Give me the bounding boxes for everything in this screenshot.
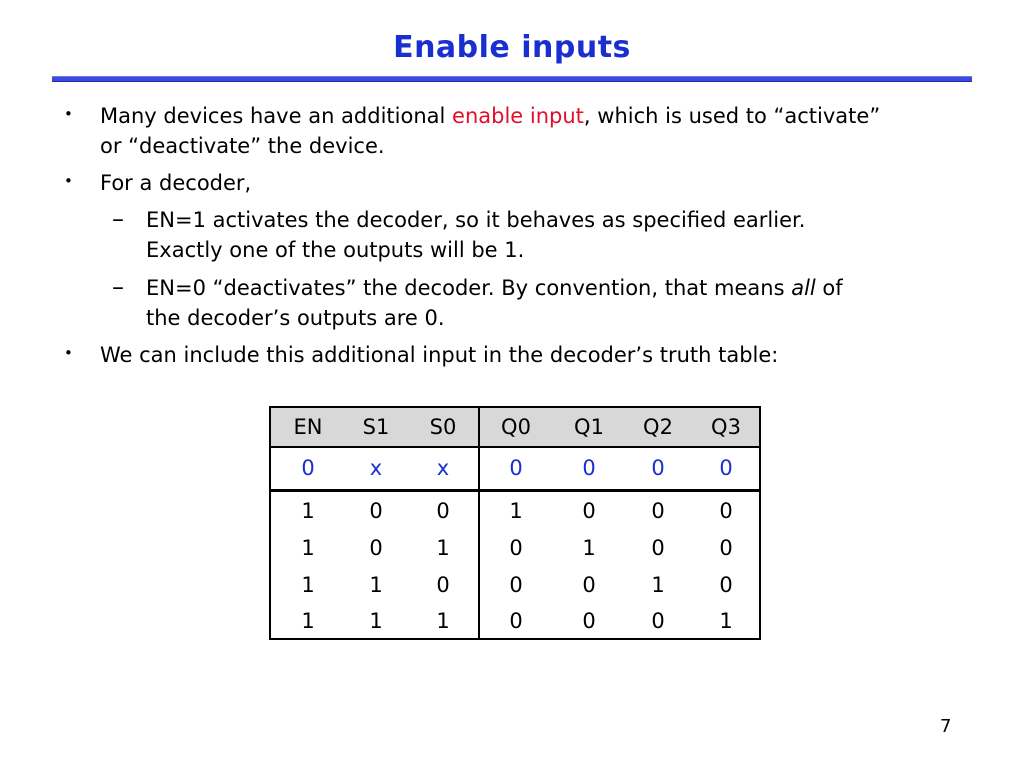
table-cell: 0 bbox=[301, 456, 315, 480]
table-cell: 0 bbox=[509, 573, 523, 597]
table-cell: 1 bbox=[509, 499, 523, 523]
table-cell: 0 bbox=[509, 536, 523, 560]
header-cell-s0: S0 bbox=[429, 415, 457, 439]
table-cell: 0 bbox=[651, 499, 665, 523]
bullet-2: For a decoder, bbox=[100, 171, 252, 195]
table-cell: 0 bbox=[369, 499, 383, 523]
table-cell: 0 bbox=[651, 536, 665, 560]
table-cell: 0 bbox=[719, 499, 733, 523]
header-cell-q3: Q3 bbox=[711, 415, 741, 439]
enable-input-highlight: enable input bbox=[452, 104, 584, 128]
header-cell-q2: Q2 bbox=[643, 415, 673, 439]
table-cell: 1 bbox=[369, 609, 383, 633]
bullet-1-line-1 bbox=[100, 103, 880, 129]
sub-bullet-dash: – bbox=[112, 273, 124, 301]
sub-bullet-2-line-2: the decoder’s outputs are 0. bbox=[146, 306, 445, 330]
table-cell: 1 bbox=[301, 499, 315, 523]
bullet-dot: • bbox=[64, 105, 73, 123]
table-cell: 1 bbox=[301, 609, 315, 633]
table-cell: 0 bbox=[369, 536, 383, 560]
table-cell: 0 bbox=[436, 499, 450, 523]
header-divider bbox=[271, 446, 759, 448]
table-cell: x bbox=[436, 456, 450, 480]
table-cell: 0 bbox=[582, 609, 596, 633]
bullet-1-line-2: or “deactivate” the device. bbox=[100, 134, 385, 158]
table-cell: 1 bbox=[651, 573, 665, 597]
table-cell: 0 bbox=[651, 609, 665, 633]
all-italic: all bbox=[791, 276, 816, 300]
header-cell-en: EN bbox=[293, 415, 323, 439]
bullet-1-text-pre: Many devices have an additional bbox=[100, 104, 453, 128]
sub-bullet-1-line-1: EN=1 activates the decoder, so it behaves as specified earlier. bbox=[146, 208, 806, 232]
title-underline bbox=[52, 76, 972, 82]
table-cell: 0 bbox=[719, 573, 733, 597]
sub-bullet-1-line-2: Exactly one of the outputs will be 1. bbox=[146, 238, 525, 262]
header-cell-q1: Q1 bbox=[574, 415, 604, 439]
table-cell: 0 bbox=[651, 456, 665, 480]
table-cell: 0 bbox=[436, 573, 450, 597]
sub-bullet-dash: – bbox=[112, 205, 124, 233]
header-cell-s1: S1 bbox=[362, 415, 390, 439]
table-cell: 1 bbox=[436, 609, 450, 633]
truth-table bbox=[269, 406, 761, 640]
table-cell: 0 bbox=[719, 536, 733, 560]
table-cell: 0 bbox=[582, 499, 596, 523]
slide-title: Enable inputs bbox=[393, 30, 631, 65]
table-cell: 1 bbox=[719, 609, 733, 633]
page-number: 7 bbox=[940, 716, 952, 737]
bullet-dot: • bbox=[64, 172, 73, 190]
disable-row-divider bbox=[271, 489, 759, 492]
table-cell: 0 bbox=[509, 609, 523, 633]
sub-bullet-2-text-pre: EN=0 “deactivates” the decoder. By convention, that means bbox=[146, 276, 792, 300]
table-cell: 1 bbox=[301, 536, 315, 560]
sub-bullet-2-line-1 bbox=[146, 275, 843, 301]
table-cell: 0 bbox=[509, 456, 523, 480]
table-cell: 1 bbox=[436, 536, 450, 560]
table-cell: 0 bbox=[582, 573, 596, 597]
table-cell: 1 bbox=[369, 573, 383, 597]
bullet-1-text-post: , which is used to “activate” bbox=[583, 104, 881, 128]
bullet-3: We can include this additional input in the decoder’s truth table: bbox=[100, 343, 779, 367]
table-cell: 0 bbox=[719, 456, 733, 480]
sub-bullet-2-text-post: of bbox=[815, 276, 843, 300]
table-cell: 1 bbox=[582, 536, 596, 560]
table-cell: 0 bbox=[582, 456, 596, 480]
header-cell-q0: Q0 bbox=[501, 415, 531, 439]
input-output-divider bbox=[478, 408, 480, 638]
table-cell: x bbox=[369, 456, 383, 480]
bullet-dot: • bbox=[64, 344, 73, 362]
table-cell: 1 bbox=[301, 573, 315, 597]
